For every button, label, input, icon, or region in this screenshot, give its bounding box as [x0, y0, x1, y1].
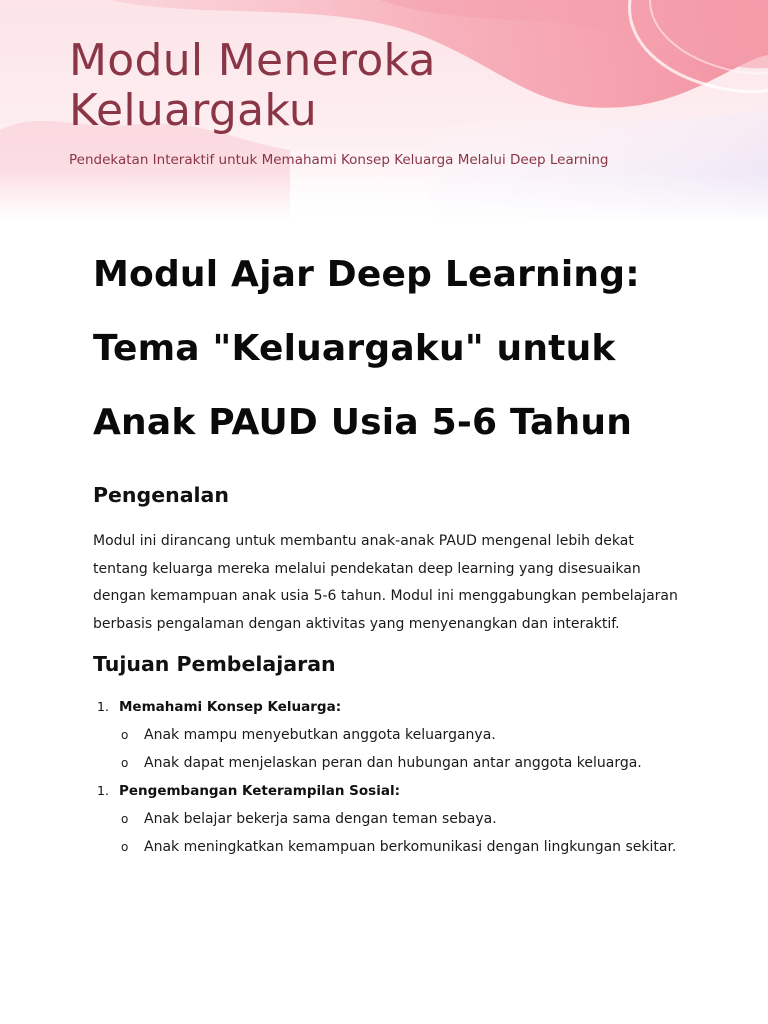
intro-heading: Pengenalan: [93, 483, 229, 507]
goal-title: Pengembangan Keterampilan Sosial:: [119, 782, 400, 799]
bullet-icon: o: [121, 811, 129, 826]
intro-paragraph: Modul ini dirancang untuk membantu anak-anak PAUD mengenal lebih dekat tentang keluarga mereka melalui pendekatan deep learning yang disesuaikan dengan kemampuan anak usia 5-6 tahun. Modul ini menggabungkan pembelajaran berbasis pengalaman dengan aktivitas yang menyenangkan dan interaktif.: [93, 533, 678, 633]
goal-item: [93, 693, 693, 777]
banner-title: Modul Meneroka Keluargaku: [69, 35, 436, 136]
goal-subitems: [93, 805, 693, 861]
bullet-icon: o: [121, 755, 129, 770]
list-item-text: Anak dapat menjelaskan peran dan hubungan antar anggota keluarga.: [144, 754, 642, 771]
list-item-text: Anak belajar bekerja sama dengan teman sebaya.: [144, 810, 497, 827]
goals-list: [93, 693, 693, 861]
goal-title: Memahami Konsep Keluarga:: [119, 698, 342, 715]
list-item: [93, 805, 693, 833]
bullet-icon: o: [121, 727, 129, 742]
goal-item: [93, 777, 693, 861]
list-item-text: Anak mampu menyebutkan anggota keluarganya.: [144, 726, 496, 743]
banner-subtitle: Pendekatan Interaktif untuk Memahami Konsep Keluarga Melalui Deep Learning: [69, 152, 609, 168]
page-title: Modul Ajar Deep Learning: Tema "Keluargaku" untuk Anak PAUD Usia 5-6 Tahun: [93, 254, 640, 443]
goals-heading: Tujuan Pembelajaran: [93, 651, 336, 676]
list-item: [93, 833, 693, 861]
goal-subitems: [93, 721, 693, 777]
goal-number: 1.: [97, 782, 109, 798]
main-content: [93, 238, 693, 861]
header-banner: [0, 0, 768, 222]
list-item: [93, 721, 693, 749]
bullet-icon: o: [121, 839, 129, 854]
goal-number: 1.: [97, 698, 109, 714]
list-item-text: Anak meningkatkan kemampuan berkomunikasi dengan lingkungan sekitar.: [144, 838, 677, 855]
list-item: [93, 749, 693, 777]
